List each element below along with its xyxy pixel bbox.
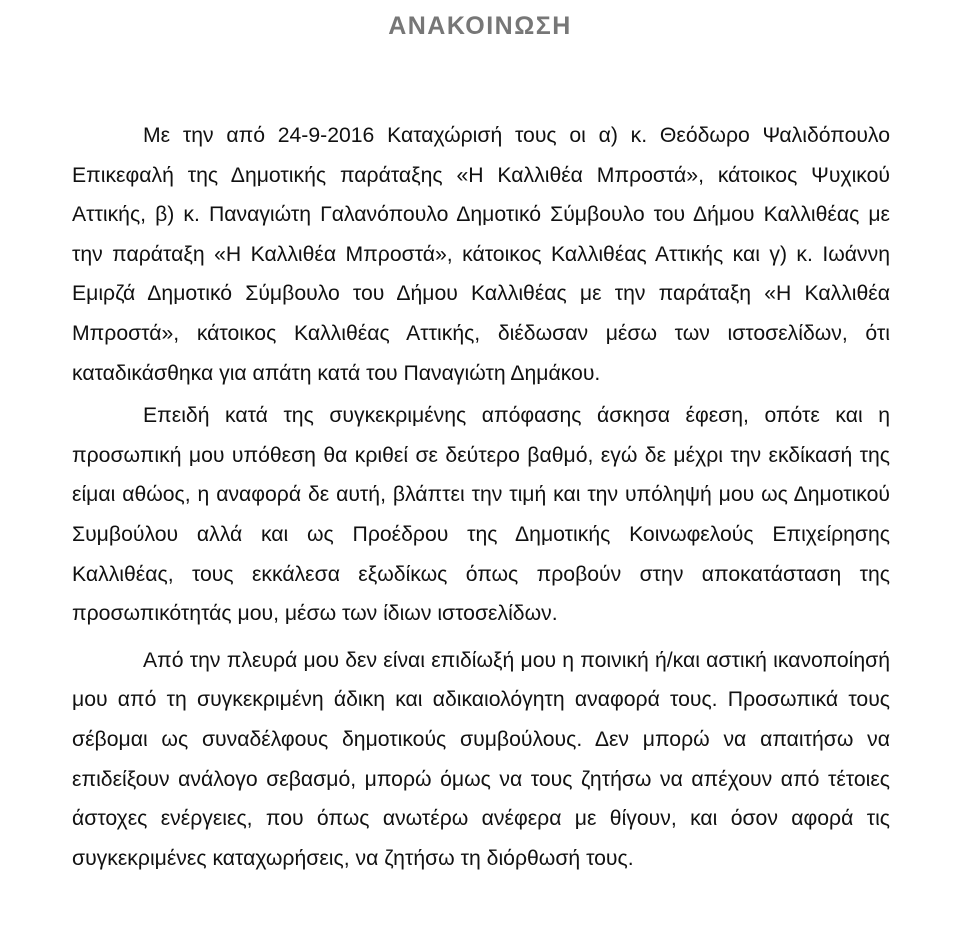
paragraph-1: Με την από 24-9-2016 Καταχώρισή τους οι α) κ. Θεόδωρο Ψαλιδόπουλο Επικεφαλή της Δημοτικής παράταξης «Η Καλλιθέα Μπροστά», κάτοικος Ψυχικού Αττικής, β) κ. Παναγιώτη Γαλανόπουλο Δημοτικό Σύμβουλο του Δήμου Καλλιθέας με την παράταξη «Η Καλλιθέα Μπροστά», κάτοικος Καλλιθέας Αττικής και γ) κ. Ιωάννη Εμιρζά Δημοτικό Σύμβουλο του Δήμου Καλλιθέας με την παράταξη «Η Καλλιθέα Μπροστά», κάτοικος Καλλιθέας Αττικής, διέδωσαν μέσω των ιστοσελίδων, ότι καταδικάσθηκα για απάτη κατά του Παναγιώτη Δημάκου. — [72, 124, 890, 385]
document-body — [72, 116, 890, 878]
document-title: ΑΝΑΚΟΙΝΩΣΗ — [388, 12, 572, 40]
paragraph-2: Επειδή κατά της συγκεκριμένης απόφασης άσκησα έφεση, οπότε και η προσωπική μου υπόθεση θα κριθεί σε δεύτερο βαθμό, εγώ δε μέχρι την εκδίκασή της είμαι αθώος, η αναφορά δε αυτή, βλάπτει την τιμή και την υπόληψή μου ως Δημοτικού Συμβούλου αλλά και ως Προέδρου της Δημοτικής Κοινωφελούς Επιχείρησης Καλλιθέας, τους εκκάλεσα εξωδίκως όπως προβούν στην αποκατάσταση της προσωπικότητάς μου, μέσω των ίδιων ιστοσελίδων. — [72, 404, 890, 626]
paragraph-3: Από την πλευρά μου δεν είναι επιδίωξή μου η ποινική ή/και αστική ικανοποίησή μου από τη συγκεκριμένη άδικη και αδικαιολόγητη αναφορά τους. Προσωπικά τους σέβομαι ως συναδέλφους δημοτικούς συμβούλους. Δεν μπορώ να απαιτήσω να επιδείξουν ανάλογο σεβασμό, μπορώ όμως να τους ζητήσω να απέχουν από τέτοιες άστοχες ενέργειες, που όπως ανωτέρω ανέφερα με θίγουν, και όσον αφορά τις συγκεκριμένες καταχωρήσεις, να ζητήσω τη διόρθωσή τους. — [72, 648, 890, 870]
